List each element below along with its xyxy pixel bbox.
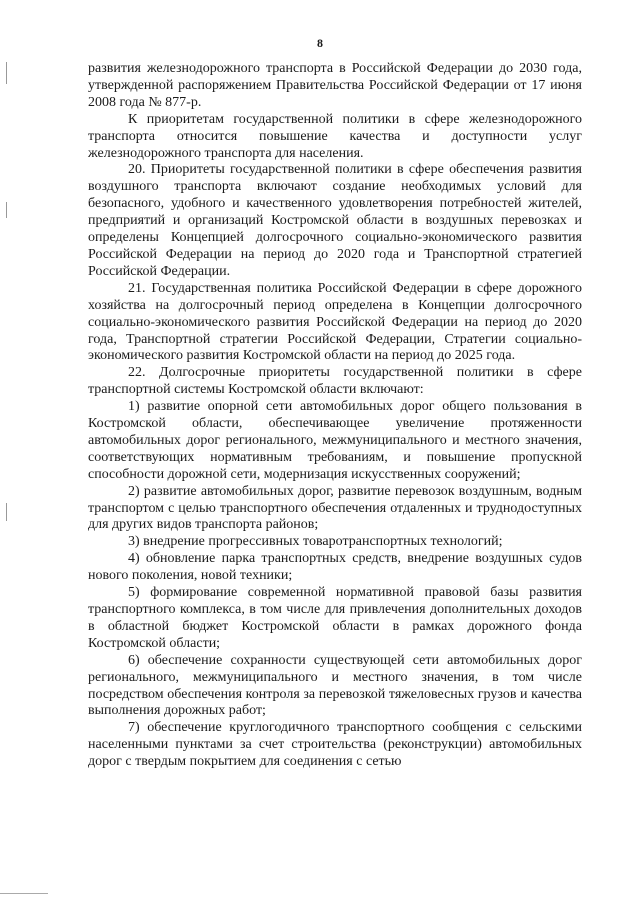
list-item-3: 3) внедрение прогрессивных товаротранспортных технологий; xyxy=(128,534,503,550)
paragraph-railway-priorities: К приоритетам государственной политики в сфере железнодорожного транспорта относится повышение качества и доступности услуг железнодорожного транспорта для населения. xyxy=(88,111,582,161)
margin-mark-top xyxy=(6,62,7,84)
paragraph-continuation: развития железнодорожного транспорта в Российской Федерации до 2030 года, утвержденной распоряжением Правительства Российской Федерации от 17 июня 2008 года № 877-р. xyxy=(88,61,582,110)
list-item-7: 7) обеспечение круглогодичного транспортного сообщения с сельскими населенными пунктами за счет строительства (реконструкции) автомобильных дорог с твердым покрытием для соединения с сетью xyxy=(88,720,582,770)
list-item-4: 4) обновление парка транспортных средств, внедрение воздушных судов нового поколения, новой техники; xyxy=(88,551,582,584)
list-item-2: 2) развитие автомобильных дорог, развитие перевозок воздушным, водным транспортом с целью транспортного обеспечения отдаленных и труднодоступных для других видов транспорта районов; xyxy=(88,483,582,533)
list-item-5: 5) формирование современной нормативной правовой базы развития транспортного комплекса, в том числе для привлечения дополнительных доходов в областной бюджет Костромской области в рамках дорожного фонда Костромской области; xyxy=(88,585,582,651)
paragraph-22: 22. Долгосрочные приоритеты государственной политики в сфере транспортной системы Костромской области включают: xyxy=(88,365,582,398)
paragraph-20: 20. Приоритеты государственной политики в сфере обеспечения развития воздушного транспорта включают создание необходимых условий для безопасного, удобного и качественного удовлетворения потребностей жителей, предприятий и организаций Костромской области в воздушных перевозках и определены Концепцией долгосрочного социально-экономического развития Российской Федерации на период до 2020 года и Транспортной стратегией Российской Федерации. xyxy=(88,162,582,279)
footnote-rule xyxy=(0,893,48,894)
list-item-6: 6) обеспечение сохранности существующей сети автомобильных дорог регионального, межмуниципального и местного значения, в том числе посредством обеспечения контроля за перевозкой тяжеловесных грузов и качества выполнения дорожных работ; xyxy=(88,652,582,719)
list-item-1: 1) развитие опорной сети автомобильных дорог общего пользования в Костромской области, обеспечивающее увеличение протяженности автомобильных дорог регионального, межмуниципального и местного значения, соответствующих нормативным требованиям, и повышение пропускной способности дорожной сети, модернизация искусственных сооружений; xyxy=(88,399,582,482)
margin-mark-middle xyxy=(6,202,7,218)
page-number: 8 xyxy=(317,36,323,50)
paragraph-21: 21. Государственная политика Российской Федерации в сфере дорожного хозяйства на долгосрочный период определена в Концепции долгосрочного социально-экономического развития Российской Федерации на период до 2020 года, Транспортной стратегии Российской Федерации, Стратегии социально-экономического развития Костромской области на период до 2025 года. xyxy=(88,280,582,364)
margin-mark-lower xyxy=(6,503,7,521)
document-body xyxy=(88,61,582,771)
